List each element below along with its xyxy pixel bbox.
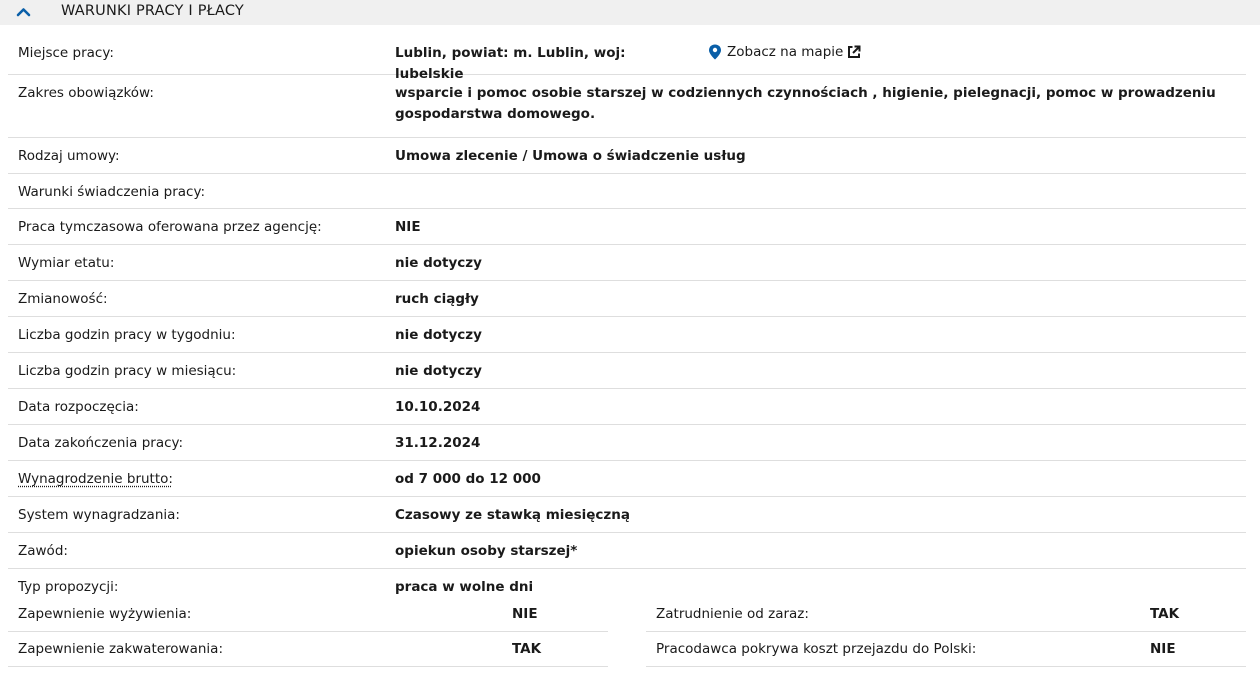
row-label: Wymiar etatu: — [18, 255, 115, 271]
row-label: Praca tymczasowa oferowana przez agencję: — [18, 219, 322, 235]
row-start-date — [8, 389, 1246, 425]
row-value: nie dotyczy — [395, 363, 482, 379]
row-label: Liczba godzin pracy w tygodniu: — [18, 327, 236, 343]
row-value: Czasowy ze stawką miesięczną — [395, 507, 630, 523]
row-work-conditions — [8, 174, 1246, 209]
row-label: System wynagradzania: — [18, 507, 180, 523]
row-label: Zatrudnienie od zaraz: — [656, 606, 809, 622]
row-salary — [8, 461, 1246, 497]
row-label: Rodzaj umowy: — [18, 148, 120, 164]
row-contract-type — [8, 138, 1246, 174]
external-link-icon — [847, 45, 861, 59]
row-value: praca w wolne dni — [395, 579, 534, 595]
row-accommodation — [8, 632, 608, 667]
section-title: WARUNKI PRACY I PŁACY — [61, 3, 244, 19]
row-value: TAK — [512, 641, 542, 657]
row-value: nie dotyczy — [395, 255, 482, 271]
row-label: Liczba godzin pracy w miesiącu: — [18, 363, 237, 379]
row-hours-week — [8, 317, 1246, 353]
salary-tooltip-label[interactable]: Wynagrodzenie brutto: — [18, 471, 173, 487]
row-label: Zmianowość: — [18, 291, 108, 307]
row-value: Umowa zlecenie / Umowa o świadczenie usług — [395, 148, 746, 164]
row-label: Zapewnienie wyżywienia: — [18, 606, 192, 622]
row-label: Data rozpoczęcia: — [18, 399, 139, 415]
row-value: NIE — [1150, 641, 1176, 657]
row-occupation — [8, 533, 1246, 569]
row-value: wsparcie i pomoc osobie starszej w codziennych czynnościach , higienie, pielegnacji, pomoc w prowadzeniu gospodarstwa domowego. — [395, 85, 1216, 122]
row-location — [8, 35, 1246, 82]
row-label: Zakres obowiązków: — [18, 85, 154, 101]
row-label: Pracodawca pokrywa koszt przejazdu do Polski: — [656, 641, 977, 657]
row-value: od 7 000 do 12 000 — [395, 471, 541, 487]
map-pin-icon — [708, 44, 722, 60]
row-pay-system — [8, 497, 1246, 533]
row-immediate-hire — [646, 597, 1246, 632]
row-shifts — [8, 281, 1246, 317]
row-work-time — [8, 245, 1246, 281]
map-link-label: Zobacz na mapie — [727, 44, 844, 60]
row-value: nie dotyczy — [395, 327, 482, 343]
row-value: TAK — [1150, 606, 1180, 622]
row-value: ruch ciągły — [395, 291, 479, 307]
row-label: Warunki świadczenia pracy: — [18, 184, 206, 200]
row-label: Zapewnienie zakwaterowania: — [18, 641, 223, 657]
row-value: 10.10.2024 — [395, 399, 481, 415]
row-value: NIE — [512, 606, 538, 622]
row-label: Zawód: — [18, 543, 68, 559]
row-label: Typ propozycji: — [18, 579, 119, 595]
row-value: 31.12.2024 — [395, 435, 481, 451]
chevron-up-icon[interactable] — [16, 5, 31, 20]
row-food — [8, 597, 608, 632]
row-label: Data zakończenia pracy: — [18, 435, 184, 451]
row-end-date — [8, 425, 1246, 461]
row-value: opiekun osoby starszej* — [395, 543, 578, 559]
row-travel-cost — [646, 632, 1246, 667]
conditions-list — [8, 35, 1246, 603]
row-duties — [8, 75, 1246, 138]
map-link[interactable] — [708, 44, 866, 60]
row-temp-agency — [8, 209, 1246, 245]
row-value: NIE — [395, 219, 421, 235]
row-value: Lublin, powiat: m. Lublin, woj: lubelskie — [395, 45, 626, 82]
section-header[interactable] — [0, 0, 1260, 25]
row-label: Miejsce pracy: — [18, 45, 114, 61]
row-hours-month — [8, 353, 1246, 389]
